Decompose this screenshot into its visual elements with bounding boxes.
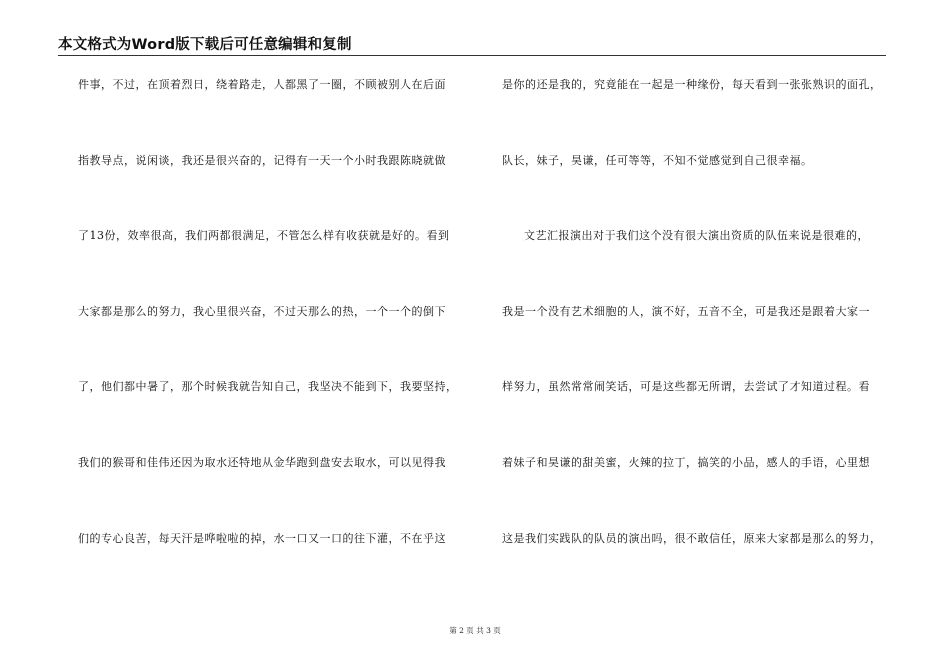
left-text-column — [78, 74, 470, 603]
text-line: 们的专心良苦，每天汗是哗啦啦的掉，水一口又一口的往下灌，不在乎这 — [78, 531, 446, 545]
text-line: 指教导点，说闲谈，我还是很兴奋的，记得有一天一个小时我跟陈晓就做 — [78, 153, 446, 167]
text-line: 队长，妹子，昊谦，任可等等，不知不觉感觉到自己很幸福。 — [502, 153, 813, 167]
header-divider — [58, 55, 886, 56]
paragraph-start-line: 文艺汇报演出对于我们这个没有很大演出资质的队伍来说是很难的， — [524, 229, 869, 243]
page-header-title: 本文格式为Word版下载后可任意编辑和复制 — [58, 37, 352, 53]
text-line: 了13份，效率很高，我们两都很满足，不管怎么样有收获就是好的。看到 — [78, 229, 450, 243]
text-line: 是你的还是我的，究竟能在一起是一种缘份，每天看到一张张熟识的面孔， — [502, 78, 882, 91]
page-number: 第 2 页 共 3 页 — [449, 626, 501, 635]
text-line: 了，他们都中暑了，那个时候我就告知自己，我坚决不能到下，我要坚持， — [78, 380, 458, 394]
text-line: 着妹子和昊谦的甜美蜜，火辣的拉丁，搞笑的小品，感人的手语，心里想 — [502, 455, 870, 469]
text-line: 大家都是那么的努力，我心里很兴奋，不过天那么的热，一个一个的倒下 — [78, 304, 446, 318]
right-text-column — [502, 74, 894, 603]
text-line: 我们的猴哥和佳伟还因为取水还特地从金华跑到盘安去取水，可以见得我 — [78, 455, 446, 469]
text-line: 这是我们实践队的队员的演出吗，很不敢信任，原来大家都是那么的努力， — [502, 531, 882, 545]
text-line: 样努力，虽然常常闹笑话，可是这些都无所谓，去尝试了才知道过程。看 — [502, 380, 870, 394]
text-line: 我是一个没有艺术细胞的人，演不好，五音不全，可是我还是跟着大家一 — [502, 304, 870, 318]
text-line: 件事，不过，在顶着烈日，绕着路走，人都黑了一圈，不顾被别人在后面 — [78, 78, 446, 91]
